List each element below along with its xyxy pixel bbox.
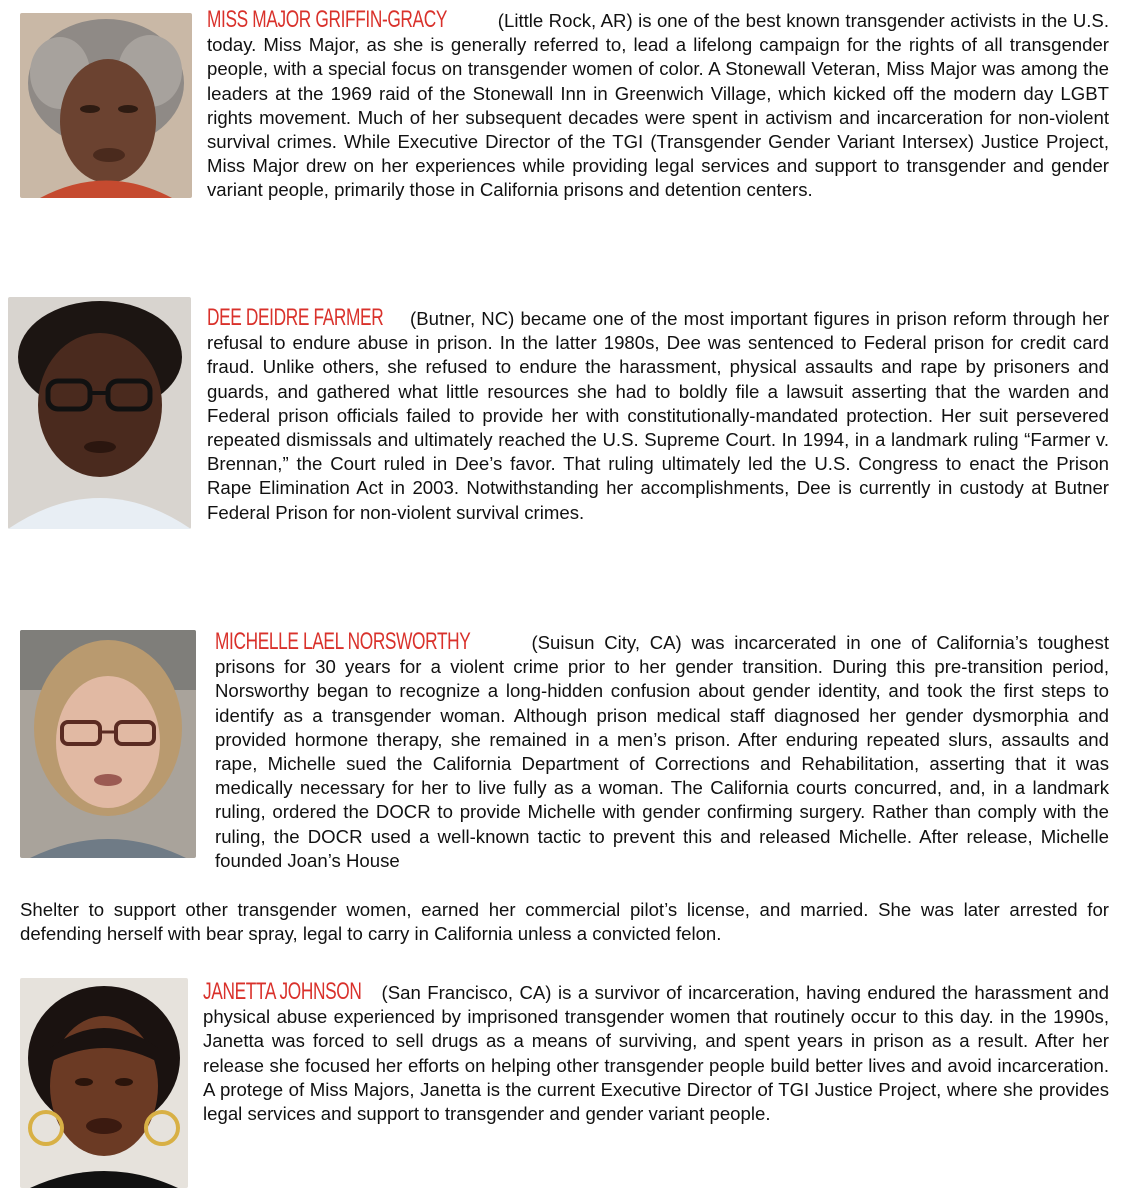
- portrait-michelle-norsworthy: [20, 630, 196, 858]
- portrait-miss-major: [20, 13, 192, 198]
- person-name: MICHELLE LAEL NORSWORTHY: [215, 628, 471, 655]
- person-location: (Little Rock, AR): [497, 10, 633, 31]
- bio-janetta-johnson: [203, 980, 1109, 1126]
- bio-miss-major: [207, 8, 1109, 203]
- bio-dee-farmer: [207, 306, 1109, 525]
- portrait-janetta-johnson: [20, 978, 188, 1188]
- portrait-woman-glasses-blonde-icon: [20, 630, 196, 858]
- bio-text: became one of the most important figures in prison reform through her refusal to endure abuse in prison. In the latter 1980s, Dee was sentenced to Federal prison for credit card fraud. Unlike others, she refused to endure the harassment, physical assaults and rape by prisoners and guards, and gathered what little resources she had to boldly file a lawsuit asserting that the warden and Federal prison officials failed to provide her with constitutionally-mandated protection. Her suit persevered repeated dismissals and ultimately reached the U.S. Supreme Court. In 1994, in a landmark ruling “Farmer v. Brennan,” the Court ruled in Dee’s favor. That ruling ultimately led the U.S. Congress to enact the Prison Rape Elimination Act in 2003. Notwithstanding her accomplishments, Dee is currently in custody at Butner Federal Prison for non-violent survival crimes.: [207, 308, 1110, 523]
- person-location: (Butner, NC): [410, 308, 515, 329]
- bio-michelle-norsworthy: [215, 630, 1109, 873]
- person-name: MISS MAJOR GRIFFIN-GRACY: [207, 6, 448, 33]
- bio-text: is one of the best known transgender activists in the U.S. today. Miss Major, as she is generally referred to, lead a lifelong campaign for the rights of all transgender people, with a special focus on transgender women of color. A Stonewall Veteran, Miss Major was among the leaders at the 1969 raid of the Stonewall Inn in Greenwich Village, which kicked off the modern day LGBT rights movement. Much of her subsequent decades were spent in activism and incarceration for non-violent survival crimes. While Executive Director of the TGI (Transgender Gender Variant Intersex) Justice Project, Miss Major drew on her experiences while providing legal services and support to transgender and gender variant people, primarily those in California prisons and detention centers.: [207, 10, 1109, 201]
- person-location: (San Francisco, CA): [381, 982, 552, 1003]
- bio-michelle-continuation: Shelter to support other transgender women, earned her commercial pilot’s license, and married. She was later arrested for defending herself with bear spray, legal to carry in California unless a convicted felon.: [20, 899, 1109, 945]
- bio-text: was incarcerated in one of California’s toughest prisons for 30 years for a violent crime prior to her gender transition. During this pre-transition period, Norsworthy began to recognize a long-hidden confusion about gender identity, and took the first steps to identify as a transgender woman. Although prison medical staff diagnosed her gender dysmorphia and provided hormone therapy, she remained in a men’s prison. After enduring repeated slurs, assaults and rape, Michelle sued the California Department of Corrections and Rehabilitation, asserting that it was medically necessary for her to live fully as a woman. The California courts concurred, and, in a landmark ruling, ordered the DOCR to provide Michelle with gender confirming surgery. Rather than comply with the ruling, the DOCR used a well-known tactic to prevent this and released Michelle. After release, Michelle founded Joan’s House: [215, 632, 1109, 871]
- bio-text: is a survivor of incarceration, having endured the harassment and physical abuse experienced by imprisoned transgender women that routinely occur to this day. in the 1990s, Janetta was forced to sell drugs as a means of surviving, and spent years in prison as a result. After her release she focused her efforts on helping other transgender people build better lives and avoid incarceration. A protege of Miss Majors, Janetta is the current Executive Director of TGI Justice Project, where she provides legal services and support to transgender and gender variant people.: [203, 982, 1109, 1125]
- person-location: (Suisun City, CA): [531, 632, 682, 653]
- portrait-dee-farmer: [8, 297, 191, 529]
- portrait-woman-earrings-icon: [20, 978, 188, 1188]
- portrait-elderly-woman-icon: [20, 13, 192, 198]
- person-name: DEE DEIDRE FARMER: [207, 304, 384, 331]
- portrait-woman-glasses-icon: [8, 297, 191, 529]
- person-name: JANETTA JOHNSON: [203, 978, 362, 1005]
